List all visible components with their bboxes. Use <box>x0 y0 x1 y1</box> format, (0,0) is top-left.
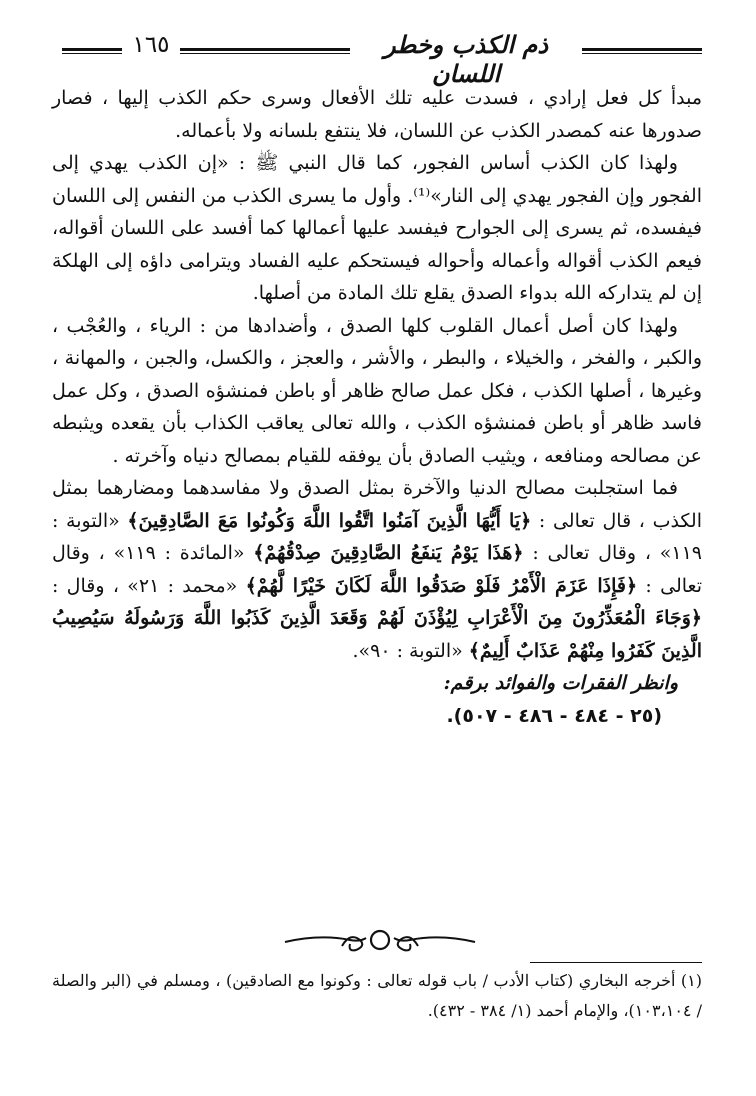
see-also-heading: وانظر الفقرات والفوائد برقم: <box>443 672 678 694</box>
paragraph-2: ولهذا كان الكذب أساس الفجور، كما قال النبي ﷺ : «إن الكذب يهدي إلى الفجور وإن الفجور يهدي إلى النار»⁽¹⁾. وأول ما يسرى الكذب من النفس إلى اللسان فيفسده، ثم يسرى إلى الجوارح فيفسد عليها أعمالها كما أفسد على اللسان أقواله، فيعم الكذب أقواله وأعماله وأحواله فيستحكم عليه الفساد ويترامى داؤه إلى الهلكة إن لم يتداركه الله بدواء الصدق يقلع تلك المادة من أصلها. <box>52 152 703 304</box>
header-rule-left <box>62 48 122 54</box>
quran-verse-4: ﴿وَجَاءَ الْمُعَذِّرُونَ مِنَ الْأَعْرَابِ لِيُؤْذَنَ لَهُمْ وَقَعَدَ الَّذِينَ كَذَبُوا اللَّهَ وَرَسُولَهُ سَيُصِيبُ الَّذِينَ كَفَرُوا مِنْهُمْ عَذَابٌ أَلِيمٌ﴾ <box>52 607 702 662</box>
divider-ornament-icon <box>280 920 480 960</box>
running-header <box>62 30 702 88</box>
paragraph-4 <box>52 472 702 667</box>
quran-verse-1: ﴿يَا أَيُّهَا الَّذِينَ آمَنُوا اتَّقُوا اللَّهَ وَكُونُوا مَعَ الصَّادِقِينَ﴾ <box>127 509 532 532</box>
quran-verse-3: ﴿فَإِذَا عَزَمَ الْأَمْرُ فَلَوْ صَدَقُوا اللَّهَ لَكَانَ خَيْرًا لَّهُمْ﴾ <box>245 574 638 597</box>
main-text <box>52 82 702 732</box>
verse-reference-2: «المائدة : ١١٩» ، وقال تعالى : <box>52 542 702 597</box>
verse-reference-4: «التوبة : ٩٠». <box>352 639 469 662</box>
paragraph-1: مبدأ كل فعل إرادي ، فسدت عليه تلك الأفعال وسرى حكم الكذب إليها ، فصار صدورها عنه كمصدر الكذب عن اللسان، فلا ينتفع بلسانه ولا بأعماله. <box>52 87 702 142</box>
header-rule-right <box>582 48 702 54</box>
paragraph-4-text: فما استجلبت مصالح الدنيا والآخرة بمثل الصدق ولا مفاسدهما ومضارهما بمثل الكذب ، قال تعالى : <box>52 477 702 532</box>
verse-reference-3: «محمد : ٢١» ، وقال : <box>52 574 246 597</box>
verse-reference-1: «التوبة : ١١٩» ، وقال تعالى : <box>52 509 702 564</box>
footnote <box>52 966 702 1026</box>
page-number: ١٦٥ <box>132 32 170 58</box>
footnote-1: (١) أخرجه البخاري (كتاب الأدب / باب قوله تعالى : وكونوا مع الصادقين) ، ومسلم في (البر والصلة / ١٠٣،١٠٤)، والإمام أحمد (١/ ٣٨٤ - ٤٣٢). <box>52 971 702 1020</box>
see-also-numbers: (٢٥ - ٤٨٤ - ٤٨٦ - ٥٠٧). <box>446 704 662 727</box>
paragraph-3: ولهذا كان أصل أعمال القلوب كلها الصدق ، وأضدادها من : الرياء ، والعُجْب ، والكبر ، والفخر ، والخيلاء ، والبطر ، والأشر ، والعجز ، والكسل، والجبن ، والمهانة ، وغيرها ، أصلها الكذب ، فكل عمل صالح ظاهر أو باطن فمنشؤه الصدق ، وكل عمل فاسد ظاهر أو باطن فمنشؤه الكذب ، والله تعالى يعاقب الكذاب بأن يقعده ويثبطه عن مصالحه ومنافعه ، ويثيب الصادق بأن يوفقه للقيام بمصالح دنياه وآخرته . <box>52 314 702 467</box>
footnote-separator <box>530 962 702 963</box>
quran-verse-2: ﴿هَذَا يَوْمُ يَنفَعُ الصَّادِقِينَ صِدْقُهُمْ﴾ <box>253 542 524 564</box>
running-title: ذم الكذب وخطر اللسان <box>383 30 549 88</box>
header-rule-middle <box>180 48 350 54</box>
